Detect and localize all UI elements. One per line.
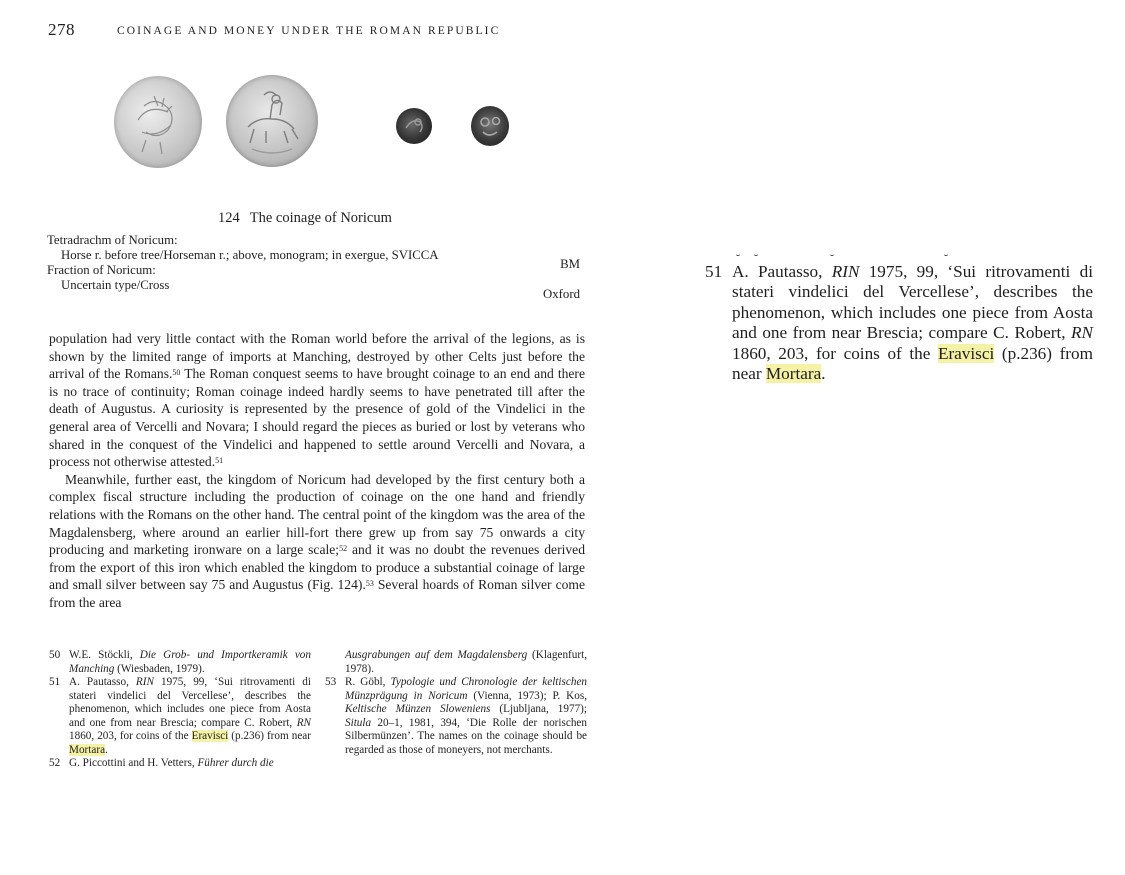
legend-line xyxy=(47,233,582,248)
footnote-ref[interactable]: 51 xyxy=(215,456,224,466)
footnote-50: 50 W.E. Stöckli, Die Grob- und Importkeramik von Manching (Wiesbaden, 1979). xyxy=(49,649,311,675)
footnote-51: 51 A. Pautasso, RIN 1975, 99, ‘Sui ritrovamenti di stateri vindelici del Vercellese’, describes the phenomenon, which includes one piece from Aosta and one from near Brescia; compare C. Robert, RN 1860, 203, for coins of the Eravisci (p.236) from near Mortara. xyxy=(49,676,311,756)
footnote-ref[interactable]: 50 xyxy=(172,368,181,378)
paragraph: Meanwhile, further east, the kingdom of Noricum had developed by the first century both a complex fiscal structure including the production of coinage on the one hand and friendly relations with the Romans on the other hand. The central point of the kingdom was the area of the Magdalensberg, where around an earlier hill-fort there grew up from say 75 onwards a city producing and marketing ironware on a large scale;$^{52}$ and it was no doubt the revenues derived from the export of this iron which enabled the kingdom to produce a substantial coinage of large and small silver between say 75 and Augustus (Fig. 124).$^{53}$ Several hoards of Roman silver come from the area xyxy=(49,471,586,610)
highlighted-text: Eravisci xyxy=(937,343,995,363)
legend-text: Uncertain type/Cross xyxy=(61,278,170,292)
zoom-cropped-line-remnant xyxy=(732,254,952,260)
footnote-number: 50 xyxy=(49,649,61,661)
footnote-number: 52 xyxy=(49,757,61,769)
figure-caption xyxy=(218,210,392,227)
highlighted-text: Mortara xyxy=(765,364,822,384)
legend-line xyxy=(47,263,582,278)
footnote-number: 53 xyxy=(325,676,337,688)
footnote-ref[interactable]: 53 xyxy=(365,579,374,589)
figure-number: 124 xyxy=(218,210,240,226)
page-number: 278 xyxy=(48,20,75,39)
legend-text: Horse r. before tree/Horseman r.; above, monogram; in exergue, SVICCA xyxy=(61,248,439,262)
legend-text: Fraction of Noricum: xyxy=(47,263,156,277)
figure-legend xyxy=(47,233,582,301)
coin-fraction-obverse xyxy=(396,108,432,144)
footnote-number: 51 xyxy=(49,676,61,688)
footnote-52-continued: Ausgrabungen auf dem Magdalensberg (Klagenfurt, 1978). xyxy=(345,649,588,675)
coin-fraction-reverse xyxy=(471,106,509,146)
footnote-53: 53 R. Göbl, Typologie und Chronologie der keltischen Münzprägung in Noricum (Vienna, 1973); P. Kos, Keltische Münzen Sloweniens (Ljubljana, 1977); Situla 20–1, 1981, 394, ‘Die Rolle der norischen Silbermünzen’. The names on the coinage should be regarded as those of moneyers, not merchants. xyxy=(325,676,588,756)
legend-line xyxy=(47,278,582,301)
footnote-column-left xyxy=(49,649,311,771)
coin-tetradrachm-obverse xyxy=(114,76,202,168)
footnote-number: 51 xyxy=(705,262,723,281)
legend-text: Tetradrachm of Noricum: xyxy=(47,233,178,247)
coin-tetradrachm-reverse xyxy=(226,75,318,167)
highlighted-text: Eravisci xyxy=(191,730,229,742)
figure-title: The coinage of Noricum xyxy=(249,210,392,226)
body-text xyxy=(49,330,585,612)
paragraph: population had very little contact with the Roman world before the arrival of the legions, as is shown by the limited range of imports at Manching, destroyed by other Celts just before the arrival of the Romans.$^{50}$ The Roman conquest seems to have brought coinage to an end and there is no trace of continuity; Roman coinage indeed hardly seems to have penetrated till after the death of Augustus. A curiosity is represented by the presence of gold of the Vindelici in the general area of Vercelli and Novara; I should regard the pieces as buried or lost by veterans who shared in the conquest of the Vindelici and happened to settle around Vercelli and Novara, a process not otherwise attested.$^{51}$ xyxy=(49,331,585,470)
running-title: COINAGE AND MONEY UNDER THE ROMAN REPUBLIC xyxy=(117,25,501,37)
book-page xyxy=(0,0,600,800)
footnote-52: 52 G. Piccottini and H. Vetters, Führer durch die xyxy=(49,757,274,769)
zoomed-footnote-51 xyxy=(705,262,1093,384)
highlighted-text: Mortara xyxy=(69,743,106,756)
footnote-column-right xyxy=(325,649,587,757)
legend-location: BM xyxy=(560,257,580,271)
legend-location: Oxford xyxy=(543,287,580,301)
zoomed-footnote-text: A. Pautasso, RIN 1975, 99, ‘Sui ritrovamenti di stateri vindelici del Vercellese’, describes the phenomenon, which includes one piece from Aosta and one from near Brescia; compare C. Robert, RN 1860, 203, for coins of the Eravisci (p.236) from near Mortara. xyxy=(732,262,1093,384)
footnote-ref[interactable]: 52 xyxy=(339,544,348,554)
